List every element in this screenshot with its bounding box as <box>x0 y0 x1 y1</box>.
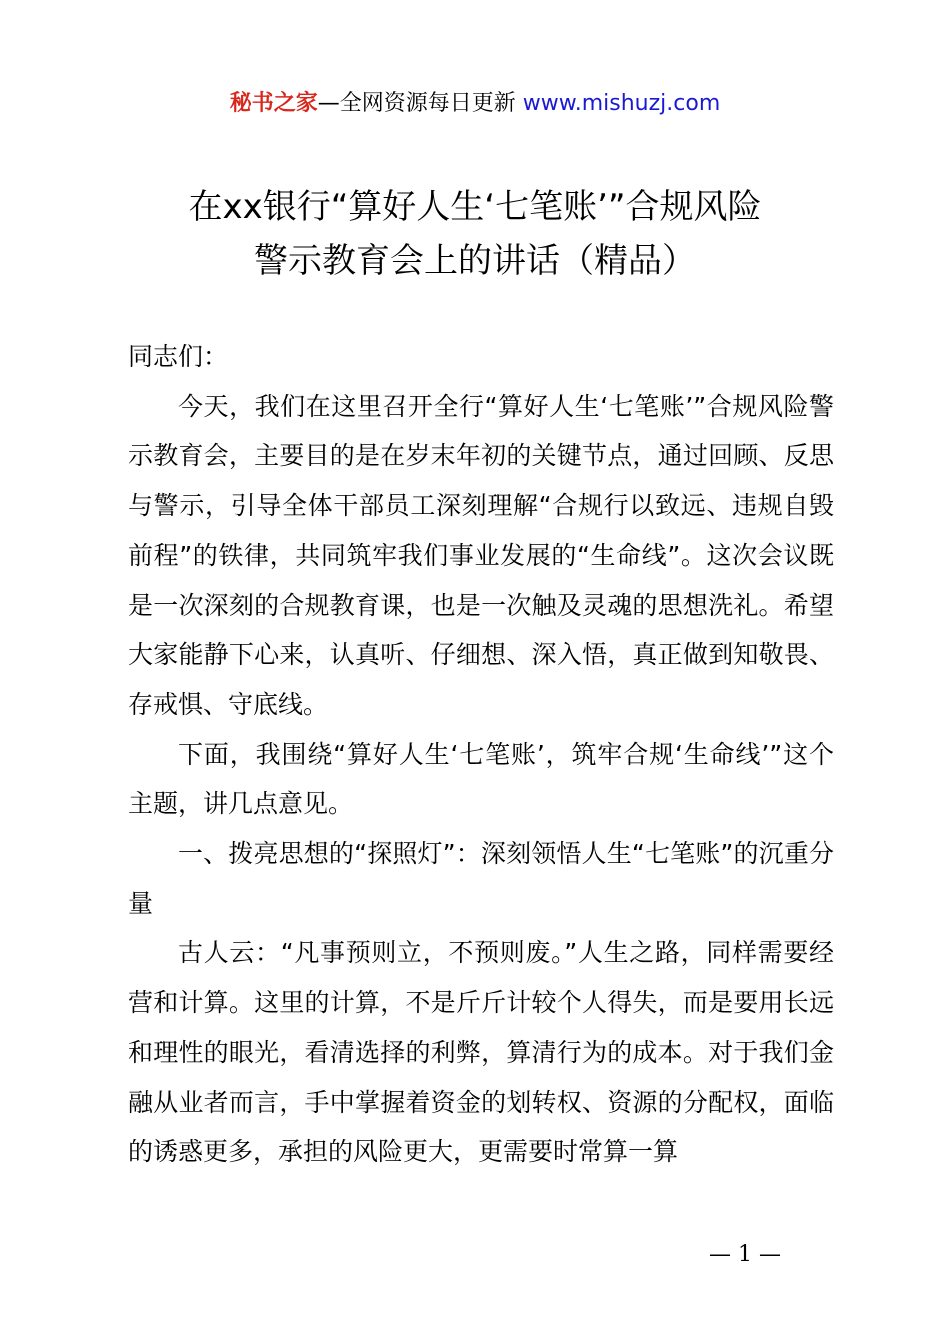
site-header <box>0 88 950 120</box>
paragraph-section-1: 古人云：“凡事预则立，不预则废。”人生之路，同样需要经营和计算。这里的计算，不是斤斤计较个人得失，而是要用长远和理性的眼光，看清选择的利弊，算清行为的成本。对于我们金融从业者而言，手中掌握着资金的划转权、资源的分配权，面临的诱惑更多，承担的风险更大，更需要时常算一算 <box>128 938 834 1167</box>
site-brand: 秘书之家 <box>229 91 318 116</box>
document-title <box>100 180 850 288</box>
section-heading-1: 一、拨亮思想的“探照灯”：深刻领悟人生“七笔账”的沉重分量 <box>128 839 834 918</box>
title-line-2: 警示教育会上的讲话（精品） <box>254 241 696 281</box>
page-number: — 1 — <box>709 1242 781 1267</box>
title-line-1: 在xx银行“算好人生‘七笔账’”合规风险 <box>188 187 762 227</box>
site-url[interactable]: www.mishuzj.com <box>522 91 721 116</box>
paragraph-outline: 下面，我围绕“算好人生‘七笔账’，筑牢合规‘生命线’”这个主题，讲几点意见。 <box>128 739 834 819</box>
salutation: 同志们： <box>128 342 229 371</box>
site-tagline: —全网资源每日更新 <box>317 91 523 116</box>
paragraph-intro: 今天，我们在这里召开全行“算好人生‘七笔账’”合规风险警示教育会，主要目的是在岁末年初的关键节点，通过回顾、反思与警示，引导全体干部员工深刻理解“合规行以致远、违规自毁前程”的铁律，共同筑牢我们事业发展的“生命线”。这次会议既是一次深刻的合规教育课，也是一次触及灵魂的思想洗礼。希望大家能静下心来，认真听、仔细想、深入悟，真正做到知敬畏、存戒惧、守底线。 <box>128 391 834 719</box>
document-body <box>128 332 834 1177</box>
